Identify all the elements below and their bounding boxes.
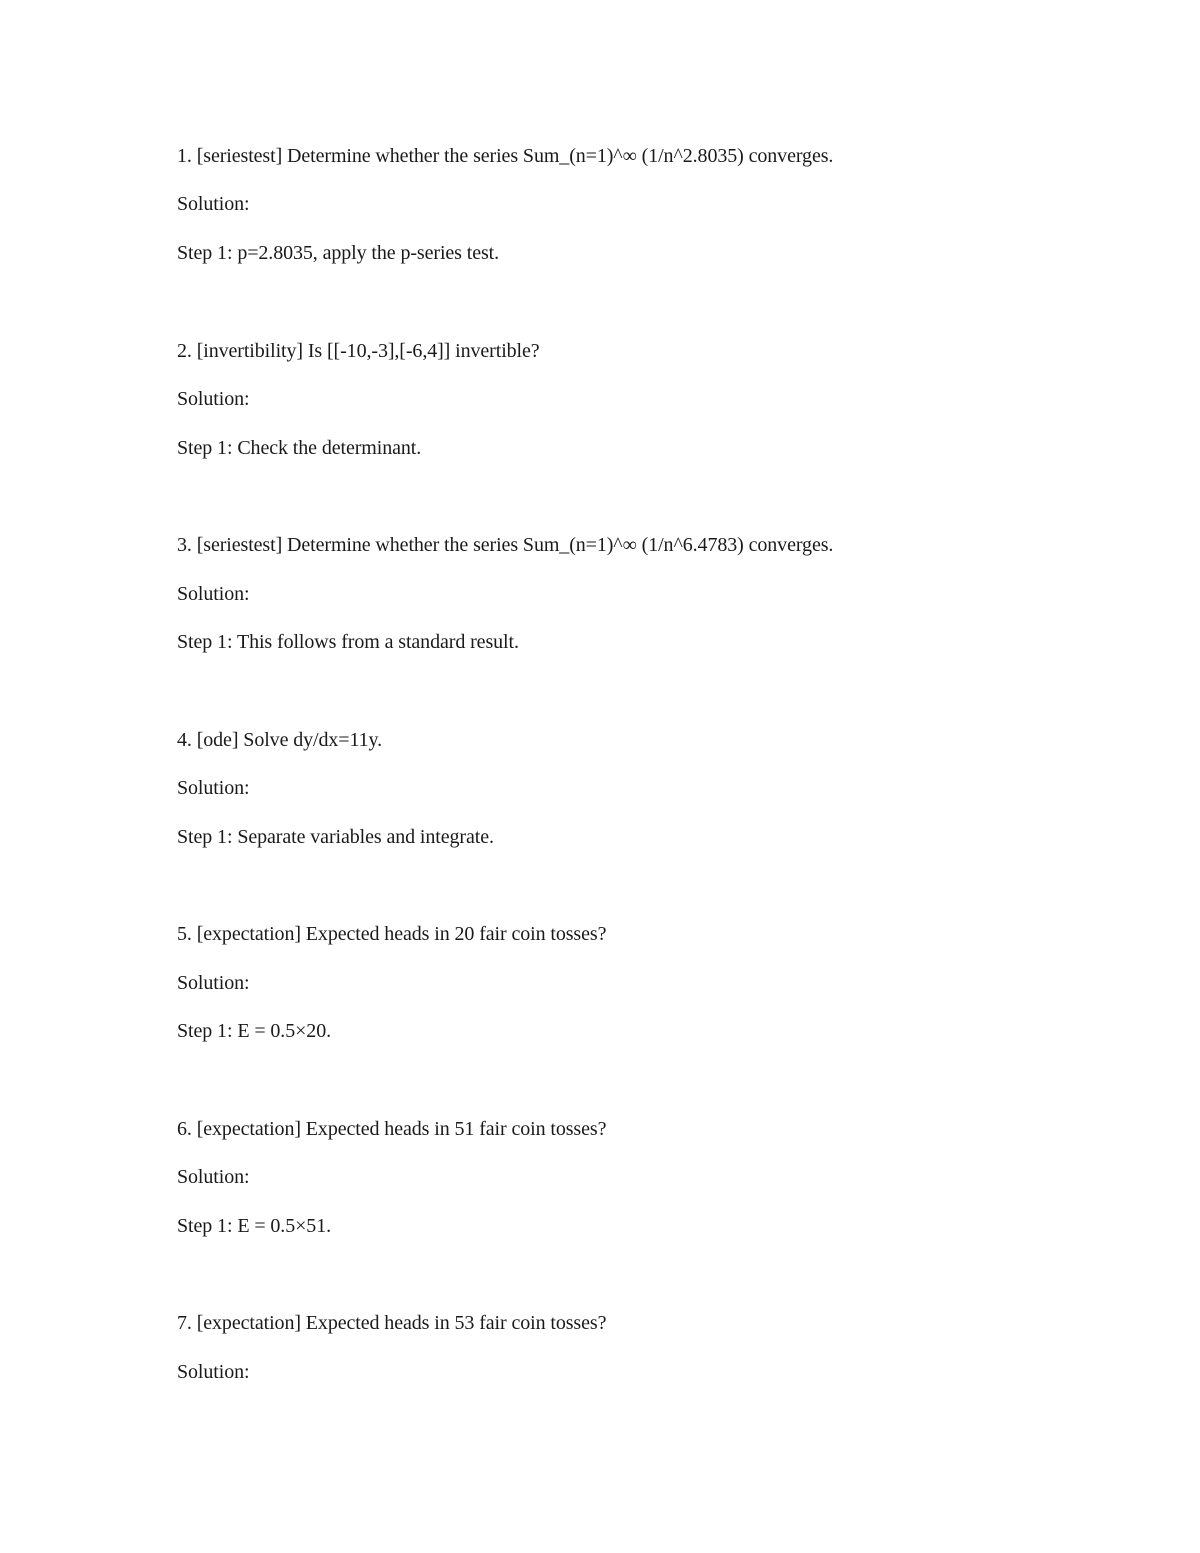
problem-3-question: 3. [seriestest] Determine whether the series Sum_(n=1)^∞ (1/n^6.4783) converges. (177, 534, 834, 556)
problem-4-question: 4. [ode] Solve dy/dx=11y. (177, 729, 383, 751)
problem-1-solution-label: Solution: (177, 193, 250, 215)
problem-6-step-1: Step 1: E = 0.5×51. (177, 1215, 331, 1237)
problem-2-question: 2. [invertibility] Is [[-10,-3],[-6,4]] invertible? (177, 340, 540, 362)
problem-2-solution-label: Solution: (177, 388, 250, 410)
problem-4-step-1: Step 1: Separate variables and integrate. (177, 826, 494, 848)
problem-6-solution-label: Solution: (177, 1166, 250, 1188)
problem-5-question: 5. [expectation] Expected heads in 20 fair coin tosses? (177, 923, 607, 945)
problem-1-step-1: Step 1: p=2.8035, apply the p-series test. (177, 242, 500, 264)
problem-3-solution-label: Solution: (177, 583, 250, 605)
problem-7-solution-label: Solution: (177, 1361, 250, 1383)
problem-1-question: 1. [seriestest] Determine whether the series Sum_(n=1)^∞ (1/n^2.8035) converges. (177, 145, 834, 167)
problem-5-step-1: Step 1: E = 0.5×20. (177, 1020, 331, 1042)
problem-2-step-1: Step 1: Check the determinant. (177, 437, 422, 459)
problem-6-question: 6. [expectation] Expected heads in 51 fair coin tosses? (177, 1118, 607, 1140)
problem-3-step-1: Step 1: This follows from a standard result. (177, 631, 519, 653)
problem-4-solution-label: Solution: (177, 777, 250, 799)
problem-7-question: 7. [expectation] Expected heads in 53 fair coin tosses? (177, 1312, 607, 1334)
problem-5-solution-label: Solution: (177, 972, 250, 994)
